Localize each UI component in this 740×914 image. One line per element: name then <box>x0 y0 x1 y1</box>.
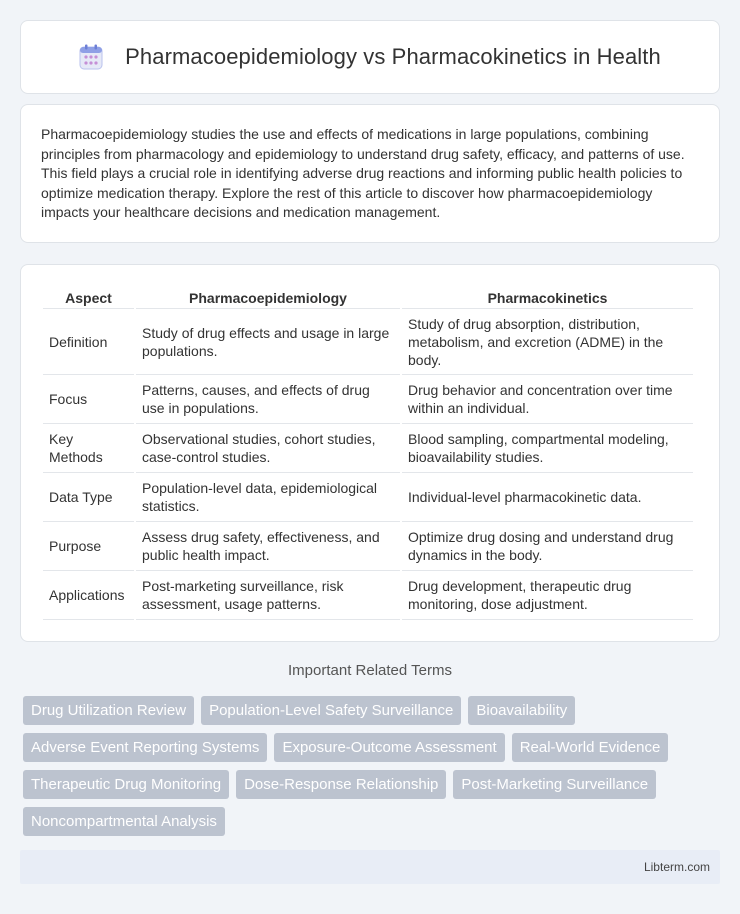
header-card <box>20 20 720 94</box>
row-pharmacokinetics: Drug development, therapeutic drug monitoring, dose adjustment. <box>402 571 693 620</box>
row-pharmacoepidemiology: Assess drug safety, effectiveness, and public health impact. <box>136 522 400 571</box>
row-pharmacokinetics: Study of drug absorption, distribution, metabolism, and excretion (ADME) in the body. <box>402 309 693 375</box>
row-pharmacokinetics: Blood sampling, compartmental modeling, bioavailability studies. <box>402 424 693 473</box>
row-pharmacoepidemiology: Study of drug effects and usage in large populations. <box>136 309 400 375</box>
comparison-table-card <box>20 264 720 642</box>
related-terms-title: Important Related Terms <box>288 662 452 679</box>
related-term-tag[interactable]: Exposure-Outcome Assessment <box>274 733 504 762</box>
header-pharmacoepidemiology: Pharmacoepidemiology <box>136 285 400 309</box>
table-row <box>43 424 693 473</box>
row-aspect: Applications <box>43 571 134 620</box>
related-term-tag[interactable]: Post-Marketing Surveillance <box>453 770 656 799</box>
related-term-tag[interactable]: Therapeutic Drug Monitoring <box>23 770 229 799</box>
table-row <box>43 473 693 522</box>
related-term-tag[interactable]: Real-World Evidence <box>512 733 669 762</box>
table-row <box>43 571 693 620</box>
related-term-tag[interactable]: Adverse Event Reporting Systems <box>23 733 267 762</box>
related-terms-list <box>23 696 723 836</box>
row-aspect: Purpose <box>43 522 134 571</box>
footer <box>20 850 720 884</box>
intro-card <box>20 104 720 243</box>
row-aspect: Data Type <box>43 473 134 522</box>
footer-site-link[interactable]: Libterm.com <box>643 860 710 874</box>
related-term-tag[interactable]: Population-Level Safety Surveillance <box>201 696 461 725</box>
calendar-grid-icon <box>79 44 103 70</box>
row-aspect: Focus <box>43 375 134 424</box>
row-pharmacokinetics: Optimize drug dosing and understand drug dynamics in the body. <box>402 522 693 571</box>
row-pharmacoepidemiology: Patterns, causes, and effects of drug use in populations. <box>136 375 400 424</box>
header-pharmacokinetics: Pharmacokinetics <box>402 285 693 309</box>
intro-paragraph: Pharmacoepidemiology studies the use and effects of medications in large populations, combining principles from pharmacology and epidemiology to understand drug safety, efficacy, and patterns of use. This field plays a crucial role in identifying adverse drug reactions and informing public health policies to optimize medication therapy. Explore the rest of this article to discover how pharmacoepidemiology impacts your healthcare decisions and medication management. <box>41 126 685 221</box>
table-header-row <box>43 285 693 309</box>
row-aspect: Definition <box>43 309 134 375</box>
header-aspect: Aspect <box>43 285 134 309</box>
related-term-tag[interactable]: Bioavailability <box>468 696 575 725</box>
row-pharmacokinetics: Individual-level pharmacokinetic data. <box>402 473 693 522</box>
row-aspect: Key Methods <box>43 424 134 473</box>
comparison-table <box>41 285 695 620</box>
table-row <box>43 522 693 571</box>
related-term-tag[interactable]: Dose-Response Relationship <box>236 770 446 799</box>
related-term-tag[interactable]: Drug Utilization Review <box>23 696 194 725</box>
related-term-tag[interactable]: Noncompartmental Analysis <box>23 807 225 836</box>
page-title: Pharmacoepidemiology vs Pharmacokinetics in Health <box>125 44 661 69</box>
table-row <box>43 375 693 424</box>
row-pharmacoepidemiology: Post-marketing surveillance, risk assessment, usage patterns. <box>136 571 400 620</box>
table-row <box>43 309 693 375</box>
row-pharmacoepidemiology: Population-level data, epidemiological statistics. <box>136 473 400 522</box>
row-pharmacoepidemiology: Observational studies, cohort studies, case-control studies. <box>136 424 400 473</box>
row-pharmacokinetics: Drug behavior and concentration over time within an individual. <box>402 375 693 424</box>
